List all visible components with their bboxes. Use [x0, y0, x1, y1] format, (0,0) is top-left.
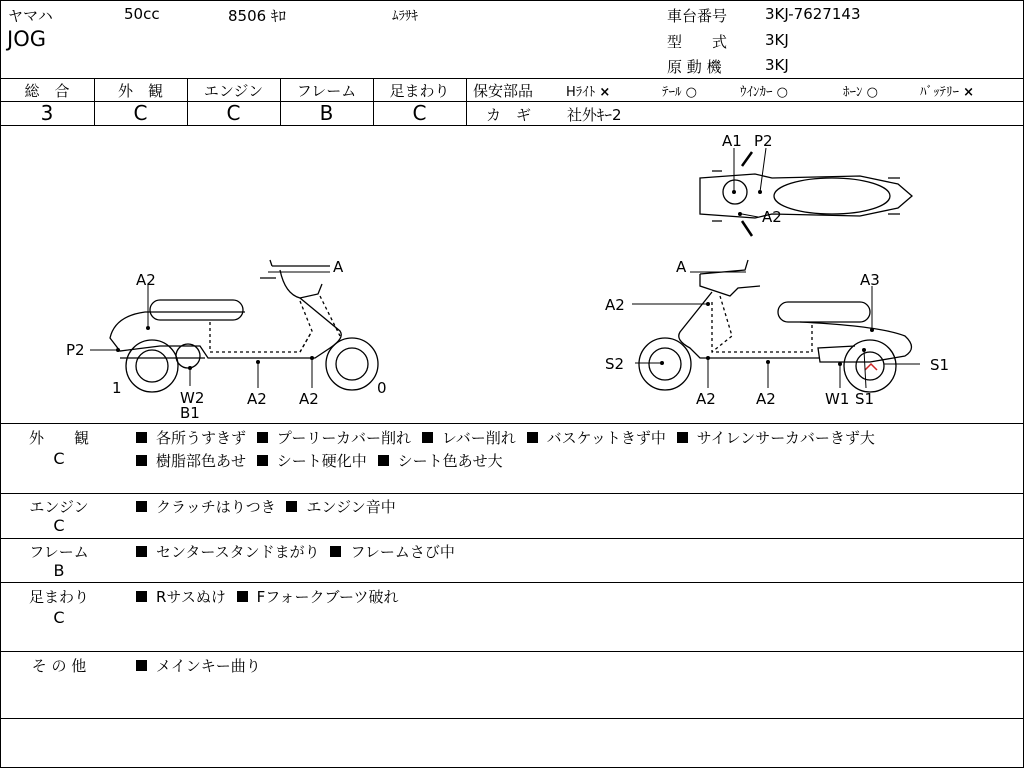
diag-label: B1 [180, 404, 200, 422]
diag-label: A2 [762, 208, 782, 226]
section-suspension-label: 足まわり [28, 588, 89, 606]
grade-total-label: 総 合 [24, 82, 70, 100]
diag-label: A2 [696, 390, 716, 408]
section-exterior-label: 外 観 [28, 429, 89, 447]
diag-label: A3 [860, 271, 880, 289]
maker: ヤマハ [8, 7, 53, 25]
diag-label: S1 [930, 356, 950, 374]
grade-total-value: 3 [40, 101, 54, 125]
section-other-line-1: メインキー曲り [136, 655, 267, 676]
key-label: カ ギ [486, 106, 532, 124]
diag-label: A2 [136, 271, 156, 289]
safety-headlight: Hﾗｲﾄ × [566, 85, 611, 100]
diag-label: A2 [299, 390, 319, 408]
diag-label: A2 [756, 390, 776, 408]
grade-exterior-value: C [133, 101, 148, 125]
type-value: 3KJ [765, 31, 789, 49]
section-exterior-line-2: 樹脂部色あせ シート硬化中 シート色あせ大 [136, 450, 509, 471]
section-frame-line-1: センタースタンドまがり フレームさび中 [136, 541, 461, 562]
key-value: 社外ｷｰ2 [567, 106, 622, 124]
safety-parts-title: 保安部品 [473, 82, 534, 100]
grade-frame-value: B [319, 101, 334, 125]
section-engine-line-1: クラッチはりつき エンジン音中 [136, 496, 402, 517]
grade-frame-label: フレーム [296, 82, 357, 100]
grade-suspension-label: 足まわり [389, 82, 450, 100]
section-other-label: そ の 他 [31, 657, 87, 675]
diag-label: P2 [66, 341, 85, 359]
diag-label: A2 [605, 296, 625, 314]
diag-label: W1 [825, 390, 850, 408]
grade-suspension-value: C [412, 101, 427, 125]
safety-taillight: ﾃｰﾙ ○ [662, 85, 697, 100]
frame-number-label: 車台番号 [667, 7, 728, 25]
diag-label: W2 [180, 389, 205, 407]
grade-engine-value: C [226, 101, 241, 125]
grade-engine-label: エンジン [203, 82, 264, 100]
diag-label: S1 [855, 390, 875, 408]
type-label: 型 式 [667, 33, 728, 51]
diag-label: A1 [722, 132, 742, 150]
section-engine-label: エンジン [29, 498, 89, 516]
section-suspension-line-1: Rサスぬけ Fフォークブーツ破れ [136, 586, 404, 607]
diag-label: A [333, 258, 344, 276]
safety-battery: ﾊﾞｯﾃﾘｰ × [920, 85, 975, 100]
section-suspension-grade: C [53, 608, 65, 627]
engine-type-label: 原 動 機 [667, 58, 722, 76]
diag-label: 1 [112, 379, 122, 397]
safety-winker: ｳｲﾝｶｰ ○ [740, 85, 788, 100]
top-view-scooter [700, 152, 912, 236]
mileage: 8506 ｷﾛ [228, 7, 286, 25]
diag-label: P2 [754, 132, 773, 150]
section-exterior-grade: C [53, 449, 65, 468]
section-frame-label: フレーム [29, 543, 89, 561]
section-frame-grade: B [53, 561, 65, 580]
model-name: JOG [7, 27, 46, 51]
displacement: 50cc [124, 5, 160, 23]
diag-label: A2 [247, 390, 267, 408]
color-name: ﾑﾗｻｷ [392, 9, 418, 24]
diag-label: A [676, 258, 687, 276]
frame-number: 3KJ-7627143 [765, 5, 861, 23]
diag-label: 0 [377, 379, 387, 397]
section-exterior-line-1: 各所うすきず プーリーカバー削れ レバー削れ バスケットきず中 サイレンサーカバーきず大 [136, 427, 881, 448]
safety-horn: ﾎｰﾝ ○ [843, 85, 878, 100]
section-engine-grade: C [53, 516, 65, 535]
engine-type-value: 3KJ [765, 56, 789, 74]
damage-diagram [0, 126, 1024, 422]
grade-exterior-label: 外 観 [117, 82, 163, 100]
diag-label: S2 [605, 355, 625, 373]
